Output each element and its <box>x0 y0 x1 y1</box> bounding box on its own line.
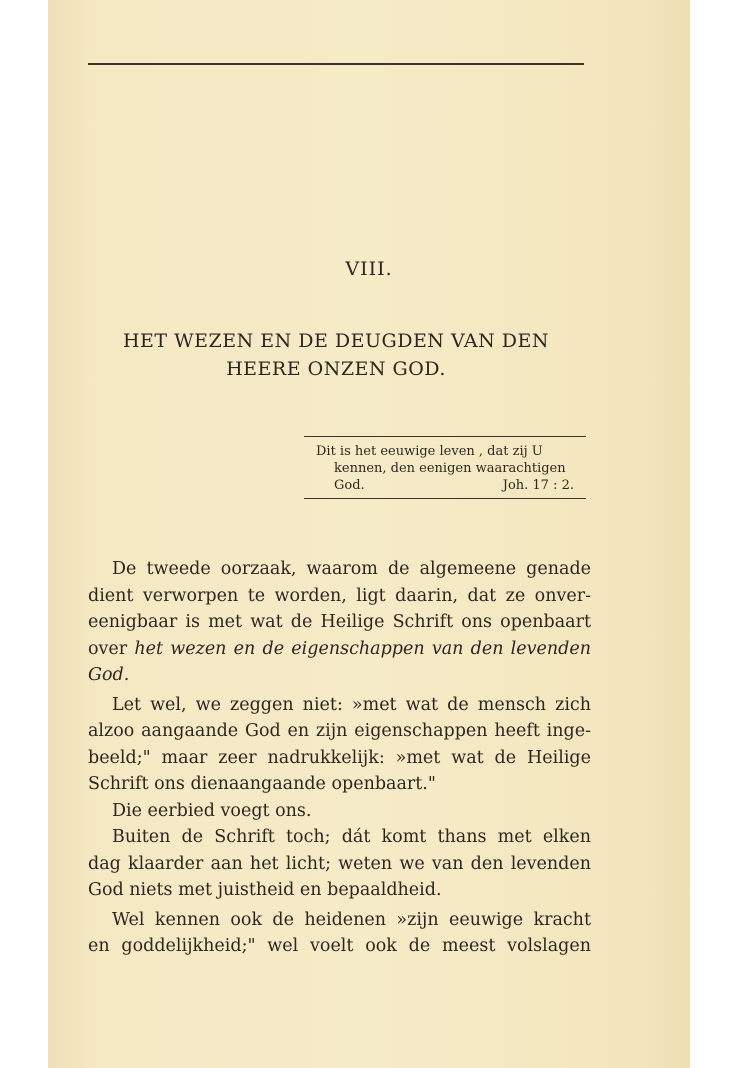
chapter-title-line-2: HEERE ONZEN GOD. <box>226 358 446 380</box>
p2-line-1: Let wel, we zeggen niet: »met wat de mensch zich <box>112 694 591 715</box>
chapter-number: VIII. <box>345 258 393 280</box>
epigraph-line-1: Dit is het eeuwige leven , dat zij U <box>316 444 543 459</box>
p1-line-4 <box>88 636 591 663</box>
chapter-title-line-1: HET WEZEN EN DE DEUGDEN VAN DEN <box>122 330 550 352</box>
p1-line-4-start: over <box>88 638 128 659</box>
epigraph <box>304 436 586 499</box>
p4-line-2: dag klaarder aan het licht; weten we van den levenden <box>88 853 591 874</box>
p4-line-1: Buiten de Schrift toch; dát komt thans met elken <box>112 827 591 847</box>
p2-line-3: beeld;" maar zeer nadrukkelijk: »met wat de Heilige <box>88 747 591 768</box>
book-page <box>48 0 690 1068</box>
p1-line-4-italic: het wezen en de eigenschappen van den levenden <box>134 638 591 659</box>
p1-line-5 <box>88 662 591 689</box>
top-rule <box>88 63 584 65</box>
epigraph-word-god: God. <box>334 478 365 493</box>
p1-line-1: De tweede oorzaak, waarom de algemeene genade <box>112 559 591 579</box>
p1-line-2: dient verworpen te worden, ligt daarin, dat ze onver- <box>88 585 591 606</box>
p2-line-4: Schrift ons dienaangaande openbaart." <box>88 774 436 794</box>
p3-line-1: Die eerbied voegt ons. <box>112 800 312 821</box>
epigraph-reference: Joh. 17 : 2. <box>502 478 574 493</box>
chapter-title <box>88 327 584 383</box>
p4-line-3: God niets met juistheid en bepaaldheid. <box>88 880 442 900</box>
epigraph-line-3 <box>304 477 586 494</box>
p1-line-3: eenigbaar is met wat de Heilige Schrift ons openbaart <box>88 612 591 632</box>
epigraph-line-2: kennen, den eenigen waarachtigen <box>334 461 566 476</box>
body-text <box>88 556 591 960</box>
p5-line-2: en goddelijkheid;" wel voelt ook de meest volslagen <box>88 936 591 956</box>
p1-line-5-italic: God. <box>88 665 130 685</box>
p5-line-1: Wel kennen ook de heidenen »zijn eeuwige kracht <box>112 909 591 930</box>
p2-line-2: alzoo aangaande God en zijn eigenschappen heeft inge- <box>88 721 591 741</box>
